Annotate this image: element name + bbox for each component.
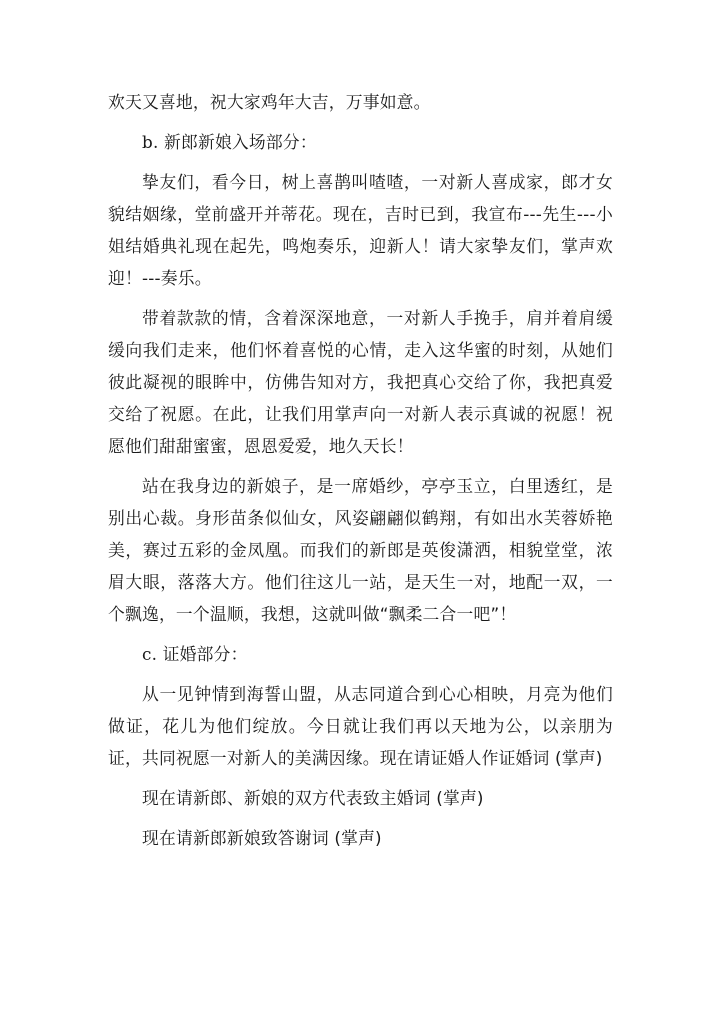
paragraph-continuation: 欢天又喜地，祝大家鸡年大吉，万事如意。 [108,92,431,112]
section-heading-witness: c. 证婚部分： [142,644,248,664]
paragraph-witness: 从一见钟情到海誓山盟，从志同道合到心心相映，月亮为他们做证，花儿为他们绽放。今日就让我们再以天地为公，以亲朋为证，共同祝愿一对新人的美满因缘。现在请证婚人作证婚词 (掌声) [108,684,613,768]
section-heading-entrance: b. 新郎新娘入场部分： [142,132,317,152]
paragraph-walking-in: 带着款款的情，含着深深地意，一对新人手挽手，肩并着肩缓缓向我们走来，他们怀着喜悦的心情，走入这华蜜的时刻，从她们彼此凝视的眼眸中，仿佛告知对方，我把真心交给了你，我把真爱交给了祝愿。在此，让我们用掌声向一对新人表示真诚的祝愿！祝愿他们甜甜蜜蜜，恩恩爱爱，地久天长！ [108,308,613,456]
document-body [108,86,613,854]
paragraph-representatives: 现在请新郎、新娘的双方代表致主婚词 (掌声) [142,788,484,808]
paragraph-thanks: 现在请新郎新娘致答谢词 (掌声) [142,828,382,848]
paragraph-welcome: 挚友们，看今日，树上喜鹊叫喳喳，一对新人喜成家，郎才女貌结姻缘，堂前盛开并蒂花。现在，吉时已到，我宣布---先生---小姐结婚典礼现在起先，鸣炮奏乐，迎新人！请大家挚友们，掌声欢迎！---奏乐。 [108,172,613,288]
paragraph-bride-groom: 站在我身边的新娘子，是一席婚纱，亭亭玉立，白里透红，是别出心裁。身形苗条似仙女，风姿翩翩似鹤翔，有如出水芙蓉娇艳美，赛过五彩的金凤凰。而我们的新郎是英俊潇洒，相貌堂堂，浓眉大眼，落落大方。他们往这儿一站，是天生一对，地配一双，一个飘逸，一个温顺，我想，这就叫做“飘柔二合一吧”！ [108,476,613,624]
